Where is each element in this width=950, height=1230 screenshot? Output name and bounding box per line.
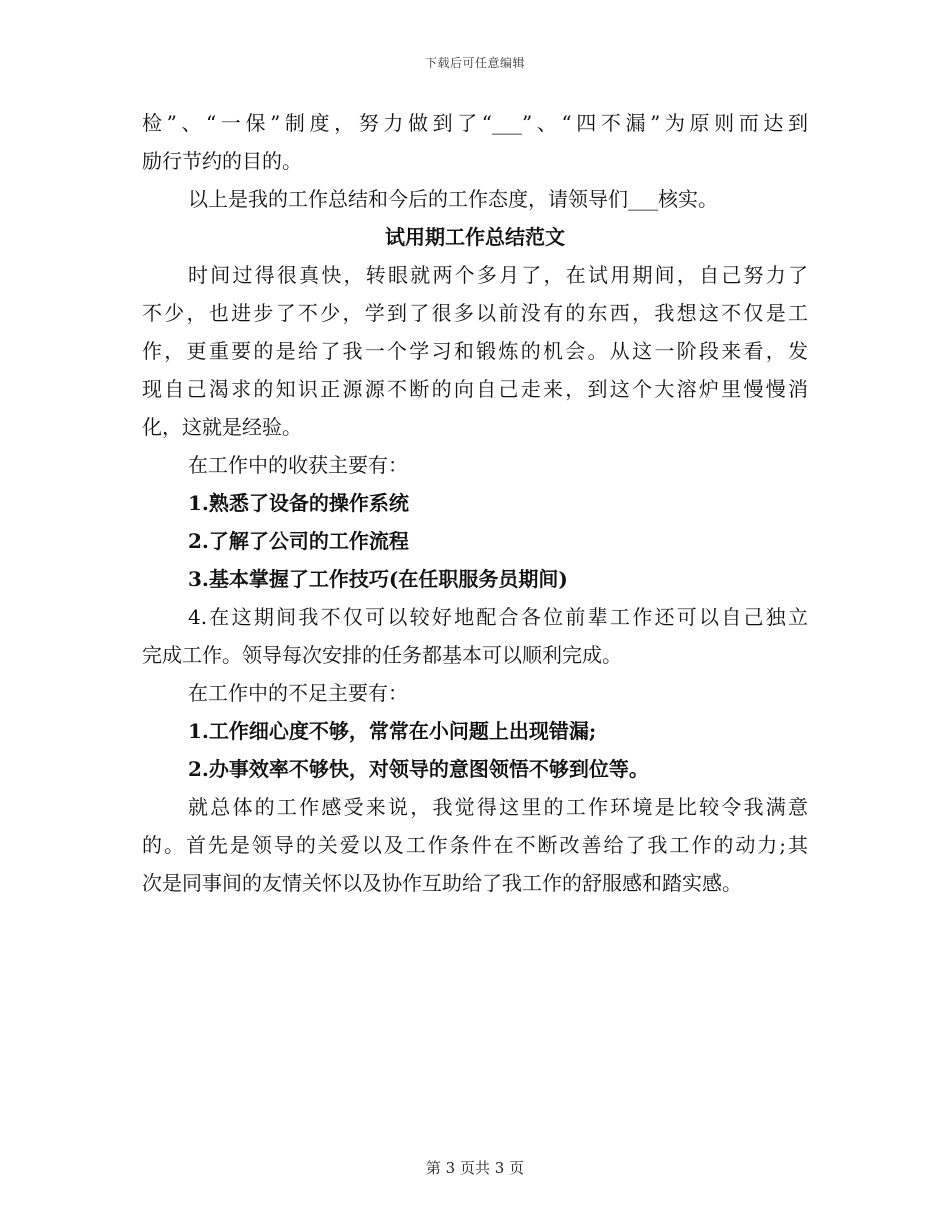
document-body	[142, 104, 808, 902]
intro-line-5: 化，这就是经验。	[142, 415, 302, 439]
gains-item-2: 2.了解了公司的工作流程	[188, 529, 409, 553]
closing-paragraph: 以上是我的工作总结和今后的工作态度，请领导们___核实。	[188, 187, 718, 211]
gains-item-4-line-1: 4.在这期间我不仅可以较好地配合各位前辈工作还可以自己独立	[188, 605, 808, 629]
page-footer: 第 3 页共 3 页	[425, 1159, 525, 1177]
gains-item-4-line-2: 完成工作。领导每次安排的任务都基本可以顺利完成。	[142, 643, 622, 667]
intro-line-1: 时间过得很真快，转眼就两个多月了，在试用期间，自己努力了	[188, 263, 808, 287]
summary-line-3: 次是同事间的友情关怀以及协作互助给了我工作的舒服感和踏实感。	[142, 871, 742, 895]
continuation-line-1: 检”、“一保”制度，努力做到了“___”、“四不漏”为原则而达到	[142, 111, 808, 135]
page-header: 下载后可任意编辑	[424, 56, 525, 70]
shortcomings-heading: 在工作中的不足主要有：	[188, 681, 408, 705]
continuation-line-2: 励行节约的目的。	[142, 149, 302, 173]
summary-line-2: 的。首先是领导的关爱以及工作条件在不断改善给了我工作的动力;其	[142, 833, 808, 857]
gains-item-1: 1.熟悉了设备的操作系统	[188, 491, 409, 515]
summary-line-1: 就总体的工作感受来说，我觉得这里的工作环境是比较令我满意	[188, 795, 808, 819]
shortcomings-item-2: 2.办事效率不够快，对领导的意图领悟不够到位等。	[188, 757, 649, 781]
intro-line-3: 作，更重要的是给了我一个学习和锻炼的机会。从这一阶段来看，发	[142, 339, 808, 363]
intro-line-4: 现自己渴求的知识正源源不断的向自己走来，到这个大溶炉里慢慢消	[142, 377, 808, 401]
shortcomings-item-1: 1.工作细心度不够，常常在小问题上出现错漏;	[188, 719, 597, 743]
gains-item-3: 3.基本掌握了工作技巧(在任职服务员期间)	[188, 567, 568, 591]
intro-line-2: 不少，也进步了不少，学到了很多以前没有的东西，我想这不仅是工	[142, 301, 808, 325]
gains-heading: 在工作中的收获主要有：	[188, 453, 408, 477]
section-title: 试用期工作总结范文	[385, 225, 565, 249]
